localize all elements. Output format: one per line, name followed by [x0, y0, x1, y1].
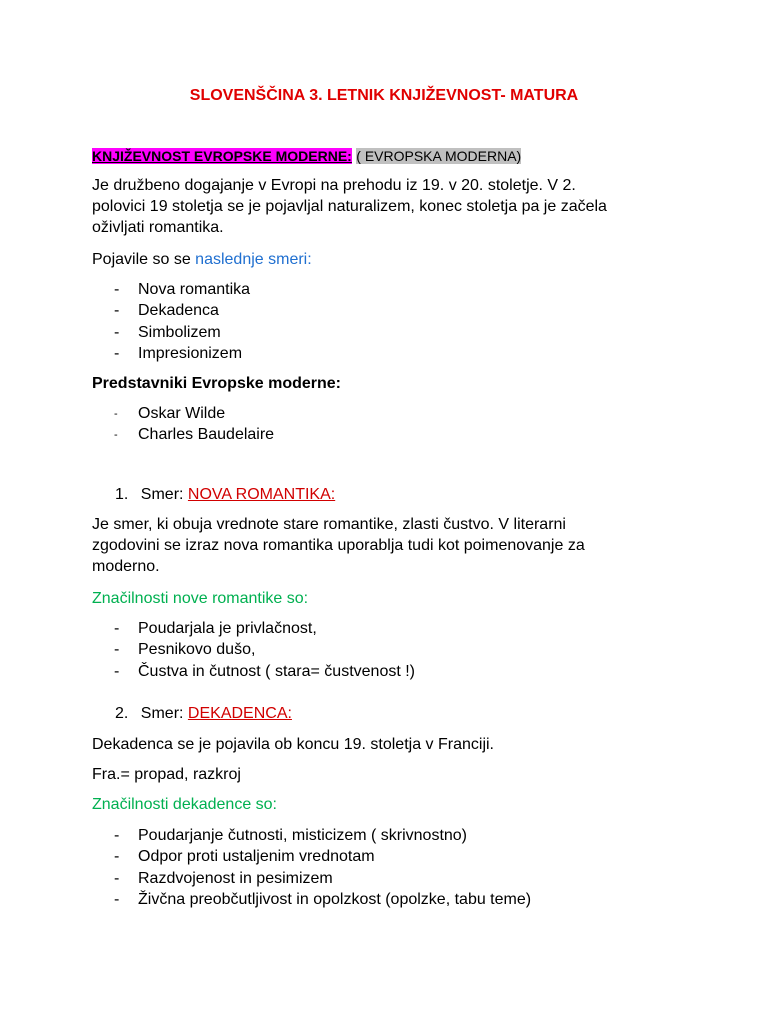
section-2-features-list — [92, 825, 531, 910]
predstavniki-heading: Predstavniki Evropske moderne: — [92, 375, 341, 392]
section-1-heading — [115, 484, 335, 505]
smeri-list — [92, 279, 250, 364]
section-2-features-heading: Značilnosti dekadence so: — [92, 796, 277, 813]
list-item — [92, 618, 415, 639]
intro-line: oživljati romantika. — [92, 219, 224, 236]
dash-marker: - — [114, 662, 120, 680]
intro-paragraph — [92, 175, 712, 238]
list-item — [92, 279, 250, 300]
section-name: DEKADENCA: — [187, 705, 292, 722]
section-number: 1. — [115, 486, 129, 503]
list-item — [92, 343, 250, 364]
list-item-text: Poudarjala je privlačnost, — [138, 620, 317, 637]
section-name: NOVA ROMANTIKA: — [187, 486, 336, 503]
dash-marker: - — [114, 620, 120, 637]
dash-marker: - — [114, 323, 120, 341]
smeri-intro — [92, 249, 312, 270]
section-2-heading — [115, 703, 292, 724]
dash-marker: - — [114, 890, 120, 908]
desc-line: zgodovini se izraz nova romantika uporablja tudi kot poimenovanje za — [92, 537, 585, 554]
section-1-features-heading: Značilnosti nove romantike so: — [92, 590, 309, 607]
predstavniki-list — [92, 403, 274, 446]
list-item-text: Razdvojenost in pesimizem — [138, 869, 333, 887]
dash-marker: - — [114, 429, 118, 442]
section-1-description — [92, 514, 712, 577]
list-item — [92, 889, 531, 910]
list-item-text: Odpor proti ustaljenim vrednotam — [138, 848, 375, 866]
list-item — [92, 639, 415, 660]
dash-marker: - — [114, 302, 120, 320]
section-1-features-list — [92, 618, 415, 682]
dash-marker: - — [114, 344, 120, 362]
section-label: Smer: — [140, 705, 188, 722]
list-item — [92, 661, 415, 682]
list-item-text: Oskar Wilde — [138, 405, 226, 422]
dash-marker: - — [114, 869, 120, 887]
desc-line: Dekadenca se je pojavila ob koncu 19. stoletja v Franciji. — [92, 736, 494, 753]
dash-marker: - — [114, 827, 120, 844]
desc-line: Je smer, ki obuja vrednote stare romantike, zlasti čustvo. V literarni — [92, 516, 566, 533]
intro-line: Je družbeno dogajanje v Evropi na prehodu iz 19. v 20. stoletje. V 2. — [92, 177, 576, 194]
list-item — [92, 825, 531, 846]
dash-marker: - — [114, 848, 120, 866]
list-item — [92, 868, 531, 889]
section-2-description — [92, 734, 712, 755]
section-heading — [92, 146, 521, 167]
section-2-extra: Fra.= propad, razkroj — [92, 766, 241, 783]
list-item-text: Poudarjanje čutnosti, misticizem ( skrivnostno) — [138, 827, 468, 844]
list-item-text: Pesnikovo dušo, — [138, 641, 256, 659]
dash-marker: - — [114, 281, 120, 298]
section-label: Smer: — [140, 486, 188, 503]
list-item-text: Impresionizem — [138, 344, 243, 362]
desc-line: moderno. — [92, 558, 160, 575]
list-item — [92, 846, 531, 867]
list-item — [92, 322, 250, 343]
section-number: 2. — [115, 705, 129, 722]
list-item-text: Nova romantika — [138, 281, 251, 298]
list-item — [92, 424, 274, 445]
list-item — [92, 403, 274, 424]
list-item-text: Živčna preobčutljivost in opolzkost (opolzke, tabu teme) — [138, 890, 532, 908]
list-item-text: Charles Baudelaire — [138, 426, 275, 444]
dash-marker: - — [114, 641, 120, 659]
list-item-text: Simbolizem — [138, 323, 221, 341]
list-item — [92, 300, 250, 321]
intro-line: polovici 19 stoletja se je pojavljal naturalizem, konec stoletja pa je začela — [92, 198, 607, 215]
section-heading-highlight: KNJIŽEVNOST EVROPSKE MODERNE: — [92, 148, 352, 164]
page-title: SLOVENŠČINA 3. LETNIK KNJIŽEVNOST- MATURA — [189, 87, 579, 104]
list-item-text: Dekadenca — [138, 302, 219, 320]
smeri-link: naslednje smeri: — [195, 251, 312, 268]
smeri-intro-text: Pojavile so se — [92, 251, 196, 268]
list-item-text: Čustva in čutnost ( stara= čustvenost !) — [138, 662, 416, 680]
section-heading-grey: ( EVROPSKA MODERNA) — [356, 148, 522, 164]
dash-marker: - — [114, 408, 118, 420]
